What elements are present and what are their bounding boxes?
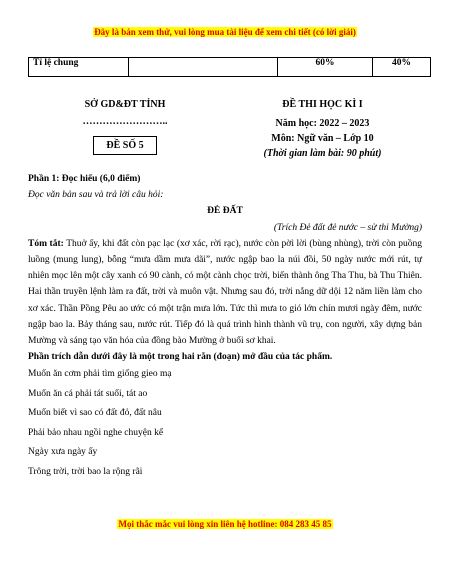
poem-line: Trông trời, trời bao la rộng rãi	[28, 466, 143, 477]
poem-line: Phải bảo nhau ngồi nghe chuyện kể	[28, 427, 164, 438]
section-title: Phần 1: Đọc hiểu (6,0 điểm)	[28, 174, 141, 184]
summary-label: Tóm tắt:	[28, 238, 64, 249]
empty-cell	[129, 58, 278, 77]
section-instruction: Đọc văn bản sau và trả lời câu hỏi:	[28, 190, 164, 201]
exam-title: ĐỀ THI HỌC KÌ I	[282, 99, 363, 110]
ratio-value-1-cell: 60%	[278, 58, 373, 77]
preview-notice-banner	[0, 27, 450, 38]
time-limit-text: Thời gian làm bài: 90 phút	[266, 148, 379, 159]
reading-section	[28, 171, 422, 482]
hotline-text: Mọi thắc mắc vui lòng xin liên hệ hotline: 084 283 45 85	[118, 519, 332, 529]
poem-excerpt	[28, 365, 422, 482]
exam-header	[240, 98, 405, 162]
province-placeholder: ……………………..	[82, 116, 168, 127]
poem-line: Muốn ăn cơm phải tìm giống gieo mạ	[28, 369, 172, 380]
excerpt-intro: Phần trích dẫn dưới đây là một trong hai rằn (đoạn) mở đầu của tác phẩm.	[28, 352, 333, 363]
poem-line: Muốn biết vì sao có đất đỏ, đất nâu	[28, 408, 162, 419]
poem-line: Ngày xưa ngày ấy	[28, 447, 98, 458]
poem-line: Muốn ăn cá phải tát suối, tát ao	[28, 388, 148, 399]
time-limit: (Thời gian làm bài: 90 phút)	[263, 148, 382, 159]
school-header	[60, 98, 190, 155]
ratio-value-2-cell: 40%	[373, 58, 431, 77]
hotline-banner	[0, 519, 450, 530]
table-row	[29, 58, 431, 77]
score-ratio-table	[28, 57, 431, 77]
reading-title: ĐẺ ĐẤT	[207, 206, 243, 217]
subject-line: Môn: Ngữ văn – Lớp 10	[271, 133, 374, 144]
school-year: Năm học: 2022 – 2023	[275, 118, 370, 129]
preview-notice-text: Đây là bản xem thử, vui lòng mua tài liệu để xem chi tiết (có lời giải)	[94, 27, 356, 37]
summary-paragraph	[28, 236, 422, 349]
ratio-label-cell: Tỉ lệ chung	[29, 58, 129, 77]
department-name: SỞ GD&ĐT TỈNH	[84, 99, 166, 110]
exam-code-box: ĐỀ SỐ 5	[93, 136, 156, 155]
reading-source: (Trích Đẻ đất đẻ nước – sử thi Mường)	[273, 222, 422, 233]
summary-text: Thuở ấy, khi đất còn pạc lạc (xơ xác, rời rạc), nước còn pờì lời (bùng nhùng), trời còn puồng luồng (mung lung), bỗng “mưa dầm mưa dãi”, nước ngập bao la núi đồi, 50 ngày nước mới rút, tự nhiên mọc lên một cây xanh có 90 cành, có một cành chọc trời, biến thành ông Tha Thu, bà Thu Thiên. Hai thần truyền lệnh làm ra đất, trời và muôn vật. Nhưng sau đó, trời nắng dữ dội 12 năm liền làm cho xơ xác. Thần Pồng Pêu ao ước có một trận mưa lớn. Tức thì mưa to gió lớn chín mươi ngày đêm, nước ngập bao la. Bảy tháng sau, nước rút. Tiếp đó là quá trình hình thành vũ trụ, con người, xây dựng bản Mường và sáng tạo văn hóa của đồng bào Mường ở buổi sơ khai.	[28, 238, 422, 347]
